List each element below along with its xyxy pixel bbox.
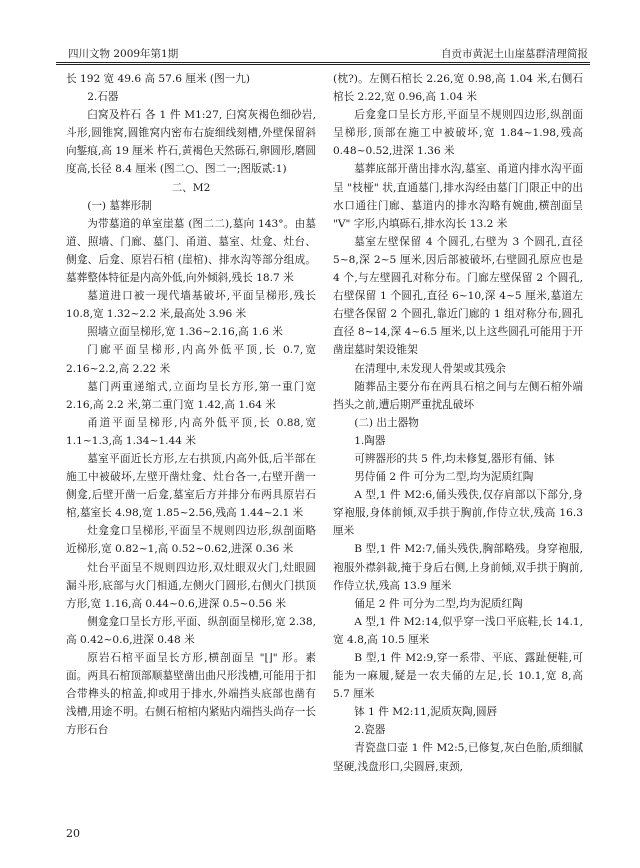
left-column bbox=[66, 70, 316, 739]
subsection-heading: (二) 出土器物 bbox=[354, 416, 419, 429]
paragraph: 臼窝及杵石 各 1 件 M1:27, 臼窝灰褐色细砂岩,斗形,圆锥窝,圆锥窝内密布右旋细线刻槽,外壁保留斜向錾痕,高 19 厘米 杵石,黄褐色天然砾石,卵圆形,磨圆度高,长径 8.4 厘米 (图二○、图二一;图版贰:1) bbox=[66, 109, 316, 176]
header-rule-top bbox=[56, 62, 590, 63]
paragraph: 可辨器形的共 5 件,均未修复,器形有俑、钵 bbox=[354, 452, 555, 465]
paragraph: A 型,1 件 M2:14,似乎穿一浅口平底鞋,长 14.1,宽 4.8,高 10.5 厘米 bbox=[333, 615, 583, 646]
paragraph: 甬道平面呈梯形,内高外低平顶,长 0.88,宽 1.1~1.3,高 1.34~1.44 米 bbox=[66, 416, 316, 447]
paragraph: 墓室左壁保留 4 个圆孔,右壁为 3 个圆孔,直径 5~8,深 2~5 厘米,因后部被破坏,右壁圆孔原应也是 4 个,与左壁圆孔对称分布。门廊左壁保留 2 个圆孔,右壁保留 1 个圆孔,直径 6~10,深 4~5 厘米,墓道左右壁各保留 2 个圆孔,靠近门廊的 1 组对称分布,圆孔直径 8~14,深 4~6.5 厘米,以上这些圆孔可能用于开凿崖墓时架设锥架 bbox=[333, 235, 583, 357]
section-heading: 二、M2 bbox=[171, 181, 211, 194]
paragraph: 侧龛龛口呈长方形,平面、纵剖面呈梯形,宽 2.38,高 0.42~0.6,进深 0.48 米 bbox=[66, 615, 316, 646]
paragraph: 2.石器 bbox=[87, 91, 119, 104]
paragraph: B 型,1 件 M2:9,穿一系带、平底、露趾便鞋,可能为一麻履,疑是一农夫俑的左足,长 10.1,宽 8,高 5.7 厘米 bbox=[333, 652, 583, 701]
paragraph: 1.陶器 bbox=[354, 434, 386, 447]
paragraph: 2.瓷器 bbox=[354, 724, 386, 737]
paragraph: B 型,1 件 M2:7,俑头残佚,胸部略残。身穿袍服,袍服外襟斜裁,掩于身后右侧,上身前倾,双手拱于胸前,作侍立状,残高 13.9 厘米 bbox=[333, 543, 583, 592]
paragraph: 长 192 宽 49.6 高 57.6 厘米 (图一九) bbox=[66, 73, 250, 85]
paragraph: 俑足 2 件 可分为二型,均为泥质红陶 bbox=[354, 597, 523, 610]
paragraph: 墓葬底部开凿出排水沟,墓室、甬道内排水沟平面呈 "枝桠" 状,直通墓门,排水沟经由墓门门限正中的出水口通往门廊、墓道内的排水沟略有婉曲,横剖面呈 "V" 字形,内填砾石,排水沟长 13.2 米 bbox=[333, 163, 583, 230]
running-header bbox=[56, 44, 588, 62]
subsection-heading: (一) 墓葬形制 bbox=[87, 199, 152, 212]
paragraph: 照墙立面呈梯形,宽 1.36~2.16,高 1.6 米 bbox=[87, 326, 283, 339]
page-number: 20 bbox=[66, 827, 80, 840]
right-column bbox=[333, 70, 583, 776]
journal-title: 四川文物 2009年第1期 bbox=[68, 48, 179, 60]
paragraph: 墓室平面近长方形,左右拱顶,内高外低,后半部在施工中被破坏,左壁开凿灶龛、灶台各一,右壁开凿一侧龛,后壁开凿一后龛,墓室后方并排分布两具原岩石棺,墓室长 4.98,宽 1.85~2.56,残高 1.44~2.1 米 bbox=[66, 452, 316, 520]
paragraph: (枕?)。左侧石棺长 2.26,宽 0.98,高 1.04 米,右侧石棺长 2.22,宽 0.96,高 1.04 米 bbox=[333, 73, 583, 104]
paragraph: 随葬品主要分布在两具石棺之间与左侧石棺外端挡头之前,遭后期严重扰乱破坏 bbox=[333, 380, 583, 411]
paragraph: 钵 1 件 M2:11,泥质灰陶,圆唇 bbox=[354, 706, 498, 719]
paragraph: 后龛龛口呈长方形,平面呈不规则四边形,纵剖面呈梯形,顶部在施工中被破坏,宽 1.84~1.98,残高 0.48~0.52,进深 1.36 米 bbox=[333, 109, 583, 158]
paragraph: 男侍俑 2 件 可分为二型,均为泥质红陶 bbox=[354, 471, 534, 484]
paragraph: 墓门两重递缩式,立面均呈长方形,第一重门宽 2.16,高 2.2 米,第二重门宽 1.42,高 1.64 米 bbox=[66, 380, 316, 411]
article-title: 自贡市黄泥土山崖墓群清理简报 bbox=[441, 48, 588, 60]
paragraph: 在清理中,未发现人骨架或其残余 bbox=[354, 362, 506, 375]
paragraph: 为带墓道的单室崖墓 (图二二),墓向 143°。由墓道、照墙、门廊、墓门、甬道、墓室、灶龛、灶台、侧龛、后龛、原岩石棺 (崖棺)、排水沟等部分组成。墓葬整体特征是内高外低,向外倾斜,残长 18.7 米 bbox=[66, 217, 316, 285]
paragraph: 青瓷盘口壶 1 件 M2:5,已修复,灰白色胎,质细腻坚硬,浅盘形口,尖圆唇,束颈, bbox=[333, 742, 583, 773]
paragraph: 原岩石棺平面呈长方形,横剖面呈 "⌊⌋" 形。素面。两具石棺顶部顺墓壁凿出曲尺形浅槽,可能用于扣合带榫头的棺盖,抑或用于排水,外端挡头底部也凿有浅槽,用途不明。右侧石棺棺内紧贴内端挡头尚存一长方形石台 bbox=[66, 652, 316, 737]
paragraph: 灶龛龛口呈梯形,平面呈不规则四边形,纵剖面略近梯形,宽 0.82~1,高 0.52~0.62,进深 0.36 米 bbox=[66, 525, 316, 556]
paragraph: 墓道进口被一现代墙基破坏,平面呈梯形,残长 10.8,宽 1.32~2.2 米,最高处 3.96 米 bbox=[66, 290, 316, 321]
paragraph: A 型,1 件 M2:6,俑头残佚,仅存肩部以下部分,身穿袍服,身体前倾,双手拱于胸前,作侍立状,残高 16.3 厘米 bbox=[333, 489, 583, 538]
paragraph: 灶台平面呈不规则四边形,双灶眼双火门,灶眼圆漏斗形,底部与火门相通,左侧火门圆形,右侧火门拱顶方形,宽 1.16,高 0.44~0.6,进深 0.5~0.56 米 bbox=[66, 561, 316, 610]
paragraph: 门廊平面呈梯形,内高外低平顶,长 0.7,宽 2.16~2.2,高 2.22 米 bbox=[66, 344, 316, 375]
header-rule-bottom bbox=[56, 64, 590, 65]
